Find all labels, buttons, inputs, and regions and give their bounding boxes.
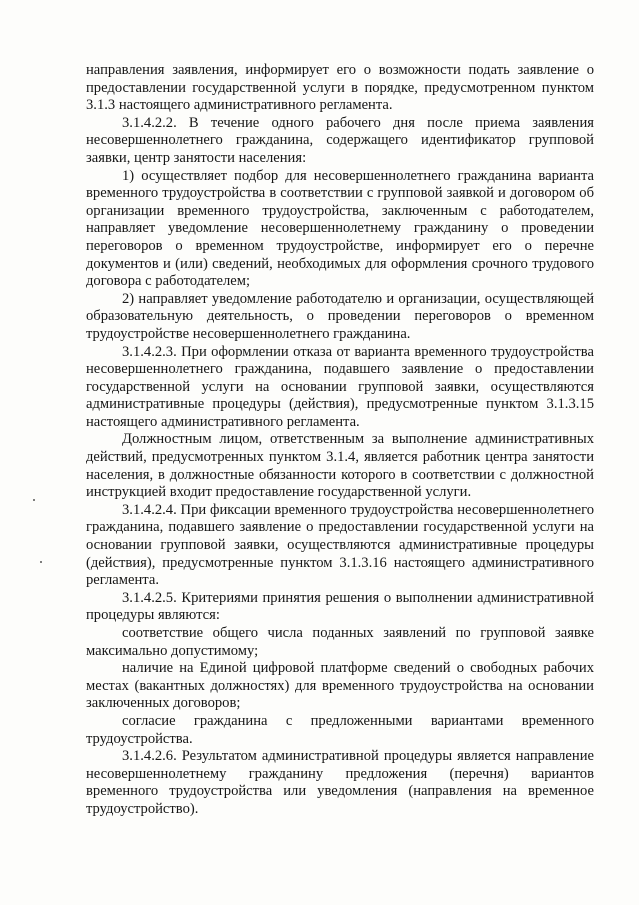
scan-speck	[33, 499, 35, 501]
paragraph: Должностным лицом, ответственным за выполнение административных действий, предусмотренных пунктом 3.1.4, является работник центра занятости населения, в должностные обязанности которого в соответствии с должностной инструкцией входит предоставление государственной услуги.	[86, 431, 594, 501]
paragraph: 3.1.4.2.3. При оформлении отказа от варианта временного трудоустройства несовершеннолетнего гражданина, подавшего заявление о предоставлении государственной услуги на основании групповой заявки, осуществляются административные процедуры (действия), предусмотренные пунктом 3.1.3.15 настоящего административного регламента.	[86, 343, 594, 430]
paragraph: 3.1.4.2.4. При фиксации временного трудоустройства несовершеннолетнего гражданина, подавшего заявление о предоставлении государственной услуги на основании групповой заявки, осуществляются административные процедуры (действия), предусмотренные пунктом 3.1.3.16 настоящего административного регламента.	[86, 501, 594, 589]
document-body	[86, 62, 594, 819]
paragraph: соответствие общего числа поданных заявлений по групповой заявке максимально допустимому;	[86, 625, 594, 659]
scan-speck	[40, 561, 42, 563]
paragraph: направления заявления, информирует его о возможности подать заявление о предоставлении государственной услуги в порядке, предусмотренном пунктом 3.1.3 настоящего административного регламента.	[86, 62, 594, 114]
paragraph: 3.1.4.2.2. В течение одного рабочего дня после приема заявления несовершеннолетнего гражданина, содержащего идентификатор групповой заявки, центр занятости населения:	[86, 114, 594, 166]
paragraph: согласие гражданина с предложенными вариантами временного трудоустройства.	[86, 712, 594, 747]
paragraph: 3.1.4.2.5. Критериями принятия решения о выполнении административной процедуры являются:	[86, 589, 594, 624]
paragraph: 3.1.4.2.6. Результатом административной процедуры является направление несовершеннолетнему гражданину предложения (перечня) вариантов временного трудоустройства или уведомления (направления на временное трудоустройство).	[86, 748, 594, 817]
paragraph: 2) направляет уведомление работодателю и организации, осуществляющей образовательную деятельность, о проведении переговоров о временном трудоустройстве несовершеннолетнего гражданина.	[86, 290, 594, 342]
paragraph: 1) осуществляет подбор для несовершеннолетнего гражданина варианта временного трудоустройства в соответствии с групповой заявкой и договором об организации временного трудоустройства, заключенным с работодателем, направляет уведомление несовершеннолетнему гражданину о проведении переговоров о временном трудоустройстве, информирует его о перечне документов и (или) сведений, необходимых для оформления срочного трудового договора с работодателем;	[86, 167, 594, 290]
paragraph: наличие на Единой цифровой платформе сведений о свободных рабочих местах (вакантных должностях) для временного трудоустройства на основании заключенных договоров;	[86, 660, 594, 712]
